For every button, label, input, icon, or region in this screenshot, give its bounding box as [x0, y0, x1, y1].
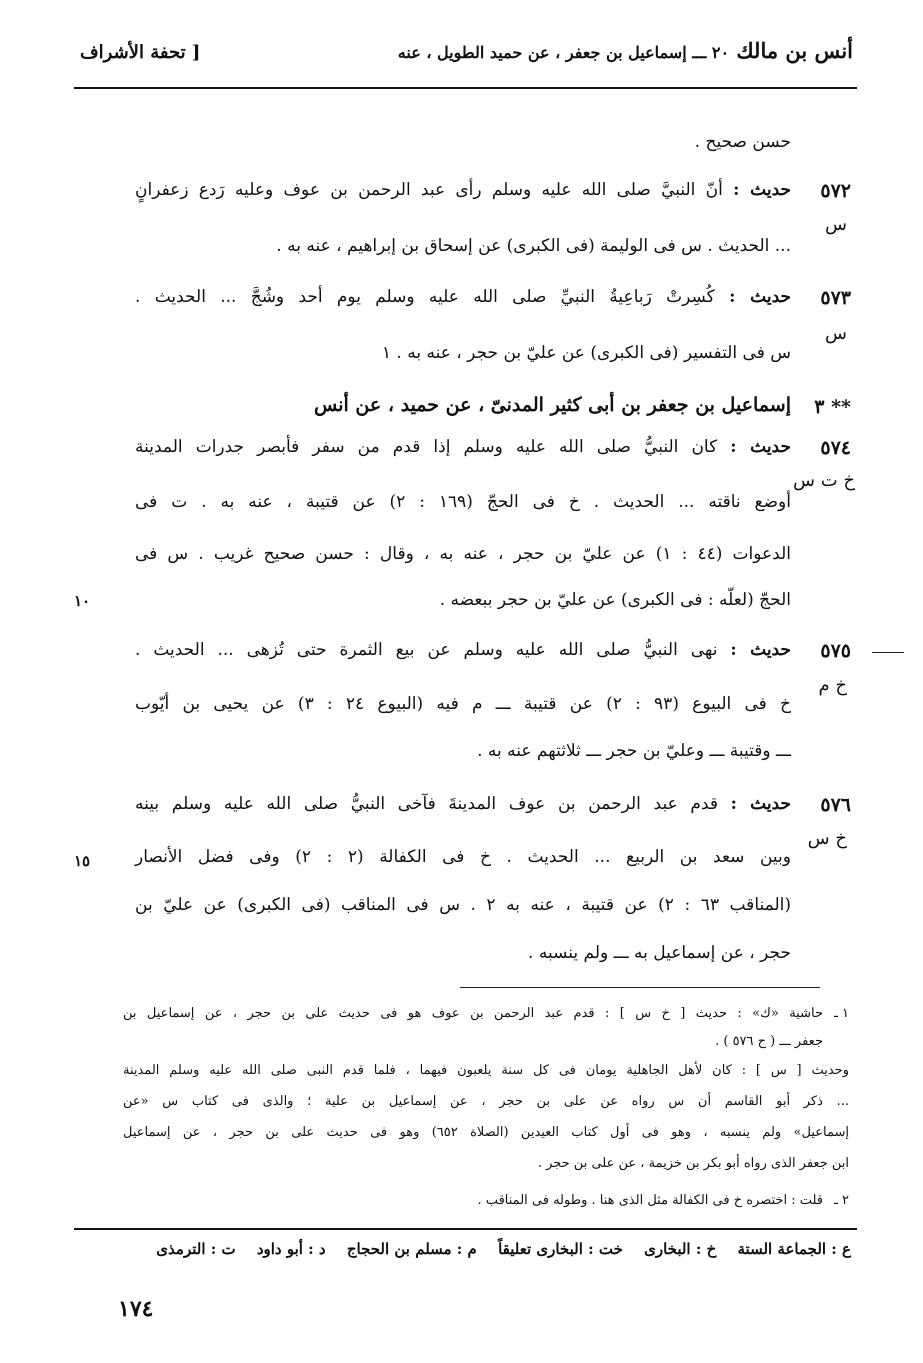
legend-item: د : أبو داود	[256, 1240, 326, 1258]
entry-label: حديث :	[730, 437, 791, 457]
legend-rule	[74, 1228, 857, 1230]
legend-item: ع : الجماعة الستة	[737, 1240, 851, 1258]
entry-line: (المناقب ٦٣ : ٢) عن قتيبة ، عنه به ٢ . س فى المناقب (فى الكبرى) عن عليّ بن	[135, 895, 791, 915]
entry-line: الدعوات (٤٤ : ١) عن عليّ بن حجر ، عنه به ، وقال : حسن صحيح غريب . س فى	[135, 544, 792, 564]
line-number: ١٥	[74, 852, 91, 870]
entry-number: ٥٧٦	[820, 794, 851, 816]
entry-sigla: خ س	[807, 828, 847, 849]
header-rule	[74, 87, 857, 89]
entry-sigla: س	[825, 323, 847, 344]
header-subtitle: ٢٠ ـــ إسماعيل بن جعفر ، عن حميد الطويل ، عنه	[397, 43, 730, 62]
footnote-rule	[460, 987, 820, 988]
entry-line: حديث : نهى النبيُّ صلى الله عليه وسلم عن بيع الثمرة حتى تُزهى ... الحديث .	[135, 640, 791, 660]
section-heading: إسماعيل بن جعفر بن أبى كثير المدنىّ ، عن حميد ، عن أنس	[314, 394, 791, 416]
legend-item: م : مسلم بن الحجاج	[346, 1240, 477, 1258]
line-number: ١٠	[74, 592, 91, 610]
entry-number: ٥٧٤	[820, 437, 851, 459]
page-number: ١٧٤	[118, 1296, 154, 1322]
legend-item: ت : الترمذى	[156, 1240, 236, 1258]
entry-line: أوضع ناقته ... الحديث . خ فى الحجّ (١٦٩ : ٢) عن قتيبة ، عنه به . ت فى	[135, 492, 791, 512]
entry-line: ... الحديث . س فى الوليمة (فى الكبرى) عن إسحاق بن إبراهيم ، عنه به .	[276, 236, 791, 256]
entry-line: ـــ وقتيبة ـــ وعليّ بن حجر ـــ ثلاثتهم عنه به .	[477, 741, 791, 761]
entry-label: حديث :	[730, 794, 791, 814]
header-series: [ تحفة الأشراف	[80, 42, 201, 63]
entry-number: ٥٧٥	[820, 640, 851, 662]
running-header	[398, 38, 853, 63]
legend-item: خ : البخارى	[644, 1240, 717, 1258]
entry-sigla: خ ت س	[793, 470, 855, 491]
footnote-line: إسماعيل» ولم ينسبه ، وهو فى أول كتاب العيدين (الصلاة ٦٥٢) وهو فى حديث على بن حجر ، عن إسماعيل	[123, 1125, 849, 1140]
entry-line: س فى التفسير (فى الكبرى) عن عليّ بن حجر ، عنه به . ١	[381, 343, 791, 363]
footnote-marker: ١ ـ	[834, 1006, 849, 1021]
footnote-line: وحديث [ س ] : كان لأهل الجاهلية يومان فى كل سنة يلعبون فيهما ، فلما قدم النبى صلى الله عليه وسلم المدينة	[123, 1063, 849, 1078]
sigla-legend	[140, 1240, 851, 1258]
entry-line: حديث : كان النبيُّ صلى الله عليه وسلم إذا قدم من سفر فأبصر جدرات المدينة	[135, 437, 791, 457]
entry-label: حديث :	[729, 287, 792, 307]
entry-label: حديث :	[730, 640, 791, 660]
legend-item: خت : البخارى تعليقاً	[498, 1240, 623, 1258]
entry-line: حديث : كُسِرتْ رَباعِيةُ النبيِّ صلى الله عليه وسلم يوم أحد وشُجَّ ... الحديث .	[135, 287, 792, 307]
entry-number: ٥٧٣	[820, 287, 851, 309]
footnote-line: ابن جعفر الذى رواه أبو بكر بن خزيمة ، عن على بن حجر .	[537, 1156, 849, 1171]
section-number: ٣ **	[814, 396, 851, 418]
entry-line: وبين سعد بن الربيع ... الحديث . خ فى الكفالة (٢ : ٢) وفى فضل الأنصار	[135, 847, 791, 867]
footnote-marker: ٢ ـ	[834, 1193, 849, 1208]
margin-mark	[872, 652, 904, 653]
entry-label: حديث :	[733, 180, 791, 200]
footnote-line: قلت : اختصره خ فى الكفالة مثل الذى هنا . وطوله فى المناقب .	[477, 1193, 823, 1208]
entry-sigla: خ م	[818, 675, 847, 696]
footnote-line: حاشية «ك» : حديث [ خ س ] : قدم عبد الرحمن بن عوف هو فى حديث على بن حجر ، عن إسماعيل بن	[123, 1006, 823, 1021]
header-title: أنس بن مالك	[736, 38, 853, 63]
footnote-line: ... ذكر أبو القاسم أن س رواه عن على بن حجر ، عن إسماعيل بن علية ؛ والذى فى كتاب س «عن	[123, 1094, 849, 1109]
footnote-line: جعفر ـــ ( ح ٥٧٦ ) .	[715, 1034, 823, 1049]
entry-line: حديث : أنّ النبيَّ صلى الله عليه وسلم رأى عبد الرحمن بن عوف وعليه رَدع زعفرانٍ	[135, 180, 791, 200]
entry-line: حديث : قدم عبد الرحمن بن عوف المدينةَ فآخى النبيُّ صلى الله عليه وسلم بينه	[135, 794, 791, 814]
entry-number: ٥٧٢	[820, 180, 851, 202]
entry-sigla: س	[825, 214, 847, 235]
top-line: حسن صحيح .	[694, 132, 791, 152]
entry-line: الحجّ (لعلّه : فى الكبرى) عن عليّ بن حجر ببعضه .	[439, 590, 791, 610]
entry-line: خ فى البيوع (٩٣ : ٢) عن قتيبة ـــ م فيه (البيوع ٢٤ : ٣) عن يحيى بن أيّوب	[135, 694, 791, 714]
entry-line: حجر ، عن إسماعيل به ـــ ولم ينسبه .	[528, 943, 791, 963]
